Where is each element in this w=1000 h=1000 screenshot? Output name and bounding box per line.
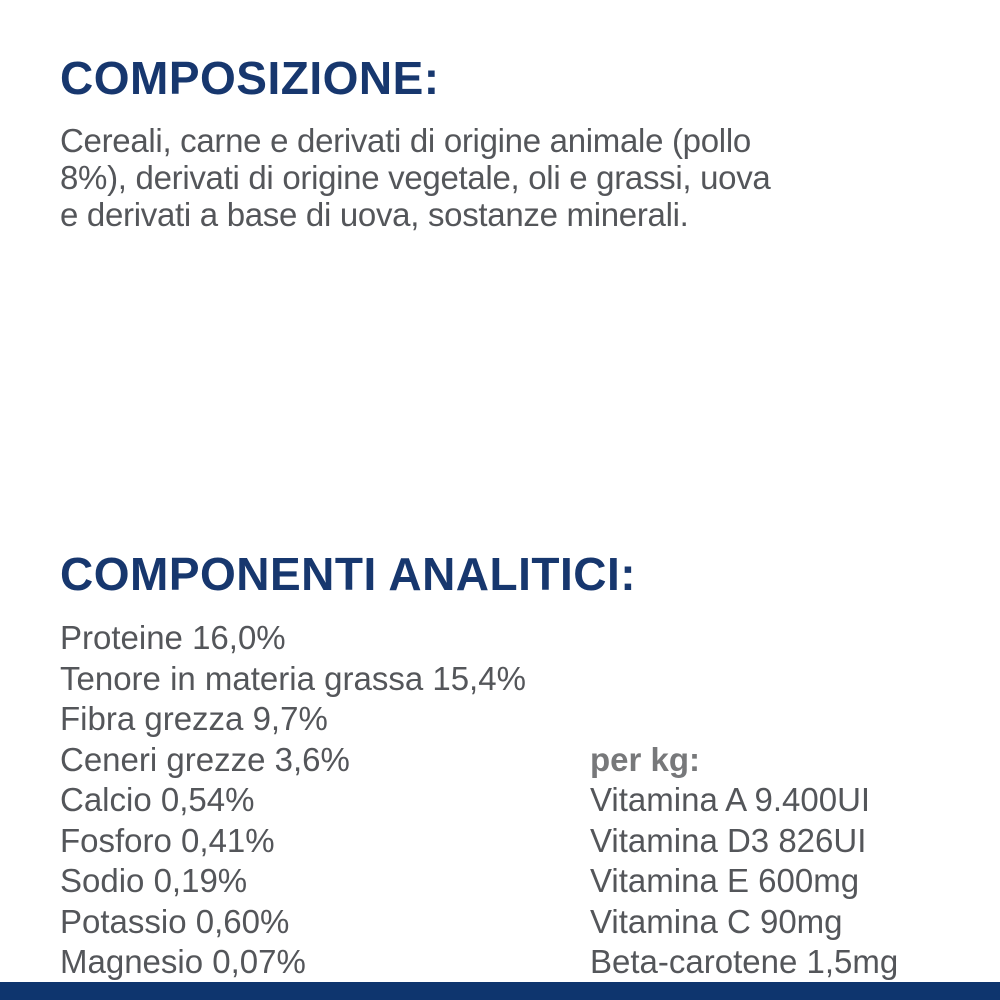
list-item-sodio: Sodio 0,19% bbox=[60, 862, 248, 899]
composition-text-line: e derivati a base di uova, sostanze minerali. bbox=[60, 196, 689, 233]
list-item-beta-carotene: Beta-carotene 1,5mg bbox=[590, 943, 899, 980]
list-item-vitamina-d3: Vitamina D3 826UI bbox=[590, 821, 867, 859]
analytical-components-list bbox=[60, 618, 526, 983]
list-item-vitamina-c: Vitamina C 90mg bbox=[590, 902, 843, 940]
list-item-magnesio: Magnesio 0,07% bbox=[60, 943, 306, 980]
analytical-components-heading: COMPONENTI ANALITICI: bbox=[60, 548, 637, 600]
bottom-brand-bar bbox=[0, 982, 1000, 1000]
per-kg-list bbox=[590, 740, 898, 983]
list-item-vitamina-e: Vitamina E 600mg bbox=[590, 862, 860, 899]
list-item-calcio: Calcio 0,54% bbox=[60, 781, 255, 818]
per-kg-label: per kg: bbox=[590, 740, 701, 778]
list-item-potassio: Potassio 0,60% bbox=[60, 902, 290, 940]
list-item-tenore: Tenore in materia grassa 15,4% bbox=[60, 659, 526, 697]
list-item-vitamina-a: Vitamina A 9.400UI bbox=[590, 781, 871, 818]
composition-text-line: 8%), derivati di origine vegetale, oli e grassi, uova bbox=[60, 159, 771, 196]
list-item-ceneri: Ceneri grezze 3,6% bbox=[60, 740, 350, 778]
list-item-proteine: Proteine 16,0% bbox=[60, 619, 286, 656]
composition-text bbox=[60, 122, 771, 233]
list-item-fibra: Fibra grezza 9,7% bbox=[60, 700, 328, 737]
composition-text-line: Cereali, carne e derivati di origine animale (pollo bbox=[60, 122, 751, 159]
list-item-fosforo: Fosforo 0,41% bbox=[60, 821, 275, 859]
composition-heading: COMPOSIZIONE: bbox=[60, 52, 440, 104]
